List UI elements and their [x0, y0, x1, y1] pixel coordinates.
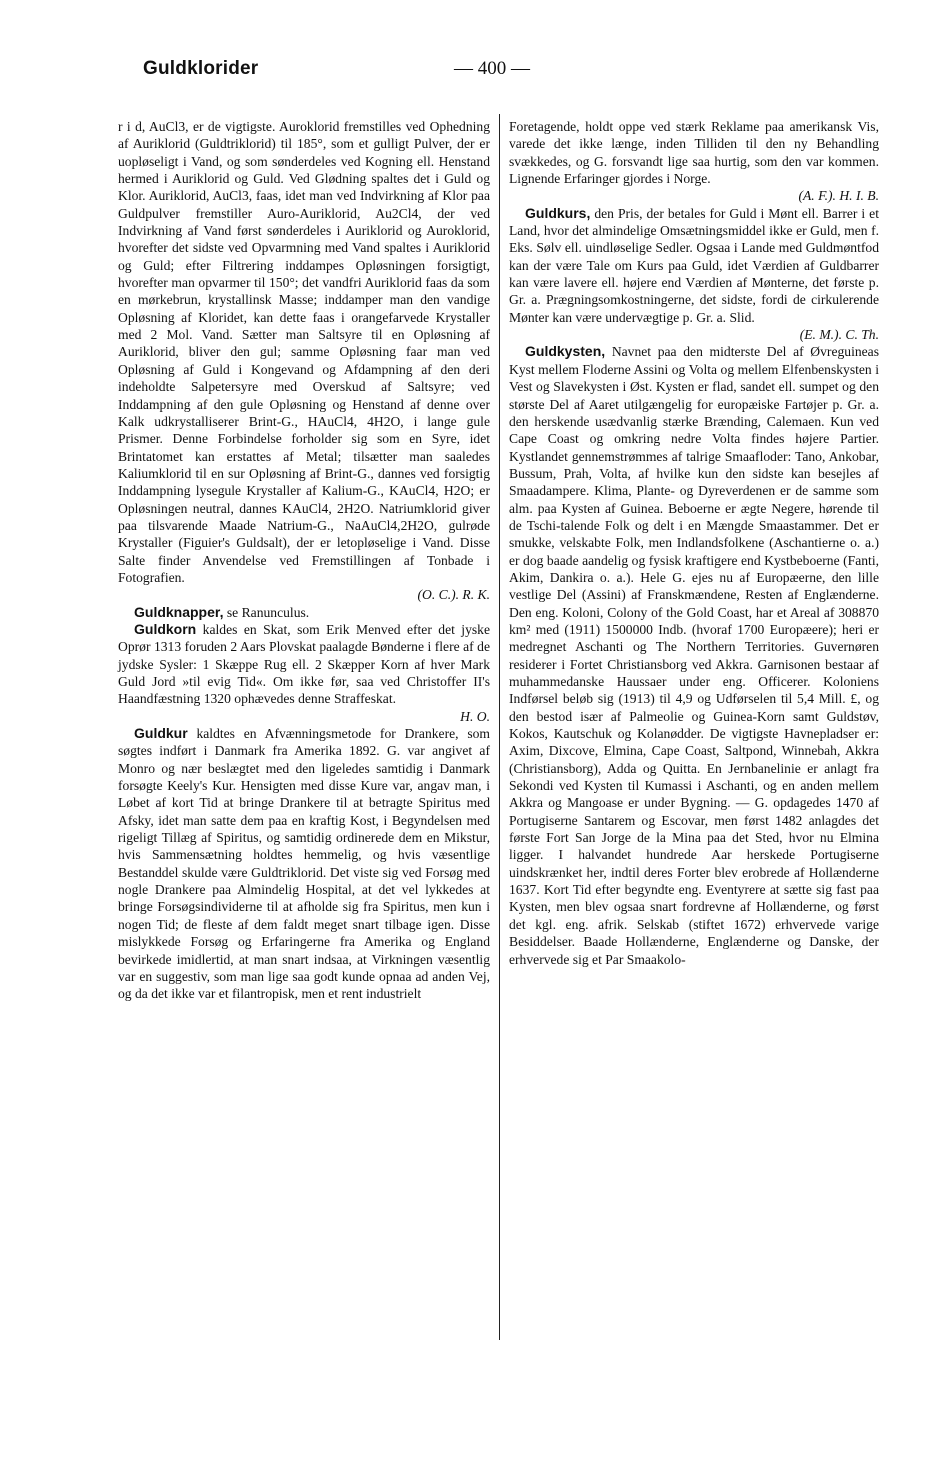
left-column	[118, 118, 490, 1003]
page-number: — 400 —	[454, 58, 530, 79]
entry-headword: Guldkur	[134, 725, 188, 742]
entry-guldknapper	[118, 604, 490, 621]
running-head: Guldklorider	[143, 58, 259, 79]
entry-text: Navnet paa den midterste Del af Øvreguineas Kyst mellem Floderne Assini og Volta og mellem Elfenbenskysten i Vest og Slavekysten i Øst. Kysten er flad, sandet ell. sumpet og den største Del af Aaret utilgængelig for europæiske Fartøjer p. Gr. a. den herskende usædvanlig stærke Brænding, Calemaen. Kun ved Cape Coast og omkring nedre Volta findes højere Partier. Kystlandet gennemstrømmes af talrige Smaafloder: Tano, Ankobar, Bussum, Prah, Volta, af hvilke kun den sidste kan besejles af Smaadampere. Klima, Plante- og Dyreverdenen er de samme som alm. paa Kysten af Guinea. Beboerne er ægte Negere, hørende til de Tschi-talende Folk og delt i en Mængde Smaastammer. Det er smukke, velskabte Folk, men Indlandsfolkene (Aschantierne o. a.) er dog baade aandelig og fysisk kraftigere end Kystbeboerne (Fanti, Akim, Dankira o. a.). Hele G. ejes nu af Europæerne, den lille vestlige Del (Assini) af Franskmændene, Resten af Englænderne. Den eng. Koloni, Colony of the Gold Coast, har et Areal af 308870 km² med (1911) 1500000 Indb. (hvoraf 1700 Europæere); heri er medregnet Aschanti og The Northern Territories. Guvernøren residerer i Fortet Christiansborg ved Akkra. Garnisonen bestaar af muhammedanske Haussaer under eng. Officerer. Koloniens Indførsel beløb sig (1913) til 4,9 og Udførselen til 5,4 Mill. £, og den bestod især af Palmeolie og Guinea-Korn samt Guldstøv, Kokos, Kautschuk og Kolanødder. De vigtigste Havnepladser er: Axim, Dixcove, Elmina, Cape Coast, Saltpond, Winnebah, Akkra (Christiansborg), Adda og Quitta. En Jernbanelinie er anlagt fra Sekondi ved Kysten til Kumassi i Aschanti, og en anden mellem Akkra og Mangoase er under Bygning. — G. opdagedes 1470 af Portugiserne Santarem og Escovar, men først 1482 anlagdes det første Fort San Jorge de la Mina paa det Sted, hvor nu Elmina ligger. I halvandet hundrede Aar herskede Portugiserne uindskrænket her, indtil deres Forter blev erobrede af Hollænderne 1637. Kort Tid efter begyndte eng. Eventyrere at sætte sig fast paa Kysten, men blev ogsaa snart fordrevne af Hollænderne, og først det kgl. eng. afrik. Selskab (stiftet 1672) erhvervede varige Besiddelser. Baade Hollænderne, Englænderne og Danske, der erhvervede sig et Par Smaakolo-	[509, 344, 880, 967]
author-signature: (A. F.). H. I. B.	[798, 188, 879, 204]
right-column	[509, 118, 879, 968]
entry-text: kaldtes en Afvænningsmetode for Drankere, som søgtes indført i Danmark fra Amerika 1892. G. var angivet af Monro og nær beslægtet med den ligeledes samtidig i Danmark forsøgte Keely's Kur. Hensigten med disse Kure var, angav man, i Løbet af kort Tid at bringe Drankere til at betragte Spiritus med Afsky, idet man satte dem paa en kraftig Kost, i Begyndelsen med rigeligt Tillæg af Spiritus, og samtidig ordinerede dem en Mikstur, hvis Sammensætning holdtes hemmelig, og hvis væsentlige Bestanddel skulde være Guldtriklorid. Det viste sig ved Forsøg med nogle Drankere paa Almindelig Hospital, at det vel lykkedes at bringe Forsøgsindividerne til at afholde sig fra Spiritus, men kun i nogen Tid; de fleste af dem faldt meget snart tilbage igen. Disse mislykkede Forsøg og Erfaringerne fra Amerika og England bevirkede imidlertid, at man snart indsaa, at Virkningen væsentlig var en suggestiv, som man lige saa godt kunde opnaa ad anden Vej, og da det ikke var et filantropisk, men et rent industrielt	[118, 726, 490, 1002]
entry-guldkysten	[509, 343, 879, 967]
entry-headword: Guldknapper,	[134, 603, 224, 620]
entry-headword: Guldkorn	[134, 620, 197, 637]
entry-text: kaldes en Skat, som Erik Menved efter det jyske Oprør 1313 foruden 2 Aars Plovskat paalagde Bønderne i flere af de jydske Sysler: 1 Skæppe Rug ell. 2 Skæpper Korn af hver Mark Guld Jord »til evig Tid«. Om ikke før, saa ved Christoffer II's Haandfæstning 1320 ophævedes denne Straffeskat.	[118, 621, 491, 707]
entry-guldkurs	[509, 205, 879, 344]
author-signature: (O. C.). R. K.	[417, 587, 490, 603]
column-divider	[499, 114, 500, 1340]
author-signature: (E. M.). C. Th.	[799, 327, 879, 343]
continued-paragraph: Foretagende, holdt oppe ved stærk Reklame paa amerikansk Vis, varede det ikke længe, inden Tilliden til den ny Behandling svækkedes, og G. forsvandt lige saa hurtig, som den var kommen. Lignende Erfaringer gjordes i Norge. (A. F.). H. I. B.	[509, 119, 879, 204]
entry-text: den Pris, der betales for Guld i Mønt ell. Barrer i et Land, hvor det almindelige Omsætningsmiddel ikke er Guld, men f. Eks. Sølv ell. uindløselige Sedler. Ogsaa i Lande med Guldmøntfod kan der være Tale om Kurs paa Guld, idet Værdien af Guldbarrer kan være lavere ell. højere end Værdien af Mønterne, det første p. Gr. a. Prægningsomkostningerne, det sidste, fordi de cirkulerende Mønter kan være undervægtige p. Gr. a. Slid.	[509, 205, 879, 325]
entry-headword: Guldkysten,	[525, 343, 606, 360]
entry-guldkorn	[118, 621, 490, 725]
continued-paragraph: r i d, AuCl3, er de vigtigste. Auroklorid fremstilles ved Ophedning af Auriklorid (Guldtriklorid) til 185°, som et gulligt Pulver, der er uopløseligt i Vand, og som sønderdeles ved Kogning ell. Henstand hermed i Auriklorid og Guld. Ved Glødning spaltes det i Guld og Klor. Auriklorid, AuCl3, faas, idet man ved Indvirkning af Klor paa Guldpulver fremstiller Auro-Auriklorid, Au2Cl4, der ved Indvirkning af Vand først sønderdeles i Auriklorid og Auroklorid, hvorefter det sidste ved Opvarmning med Vand spaltes i Auriklorid og Guld; efter Filtrering inddampes Opløsningen forsigtigt, hvorefter man opvarmer til 150°; det vandfri Auriklorid faas da som en mørkebrun, krystallinsk Masse; inddamper man den vandige Opløsning af Kloridet, kan dette faas i orangefarvede Krystaller med 2 Mol. Vand. Sætter man Saltsyre til en Opløsning af Auriklorid, bliver den gul; samme Opløsning faar man ved Opløsning af Guld i Kongevand og Afdampning af den deri indeholdte Salpetersyre med Overskud af Saltsyre; ved Inddampning af den gule Opløsning og Henstand af denne over Kalk udkrystalliserer Brint-G., HAuCl4, 4H2O, i lange gule Prismer. Denne Forbindelse forholder sig som en Syre, idet Brintatomet kan erstattes af Metal; tilsætter man saaledes Kaliumklorid til en sur Opløsning af Brint-G., dannes ved forsigtig Inddampning lysegule Krystaller af Kalium-G., KAuCl4, H2O; er Opløsningen neutral, dannes KAuCl4, 2H2O. Natriumklorid giver paa tilsvarende Maade Natrium-G., NaAuCl4,2H2O, gulrøde Krystaller (Figuier's Guldsalt), der er letopløselige i Vand. Disse Salte finder Anvendelse ved Fremstillingen af Tonbade i Fotografien. (O. C.). R. K.	[118, 119, 490, 603]
page-header	[143, 58, 878, 88]
entry-text: se Ranunculus.	[226, 604, 310, 620]
author-signature: H. O.	[460, 708, 490, 724]
entry-headword: Guldkurs,	[525, 204, 591, 221]
entry-guldkur	[118, 725, 490, 1003]
